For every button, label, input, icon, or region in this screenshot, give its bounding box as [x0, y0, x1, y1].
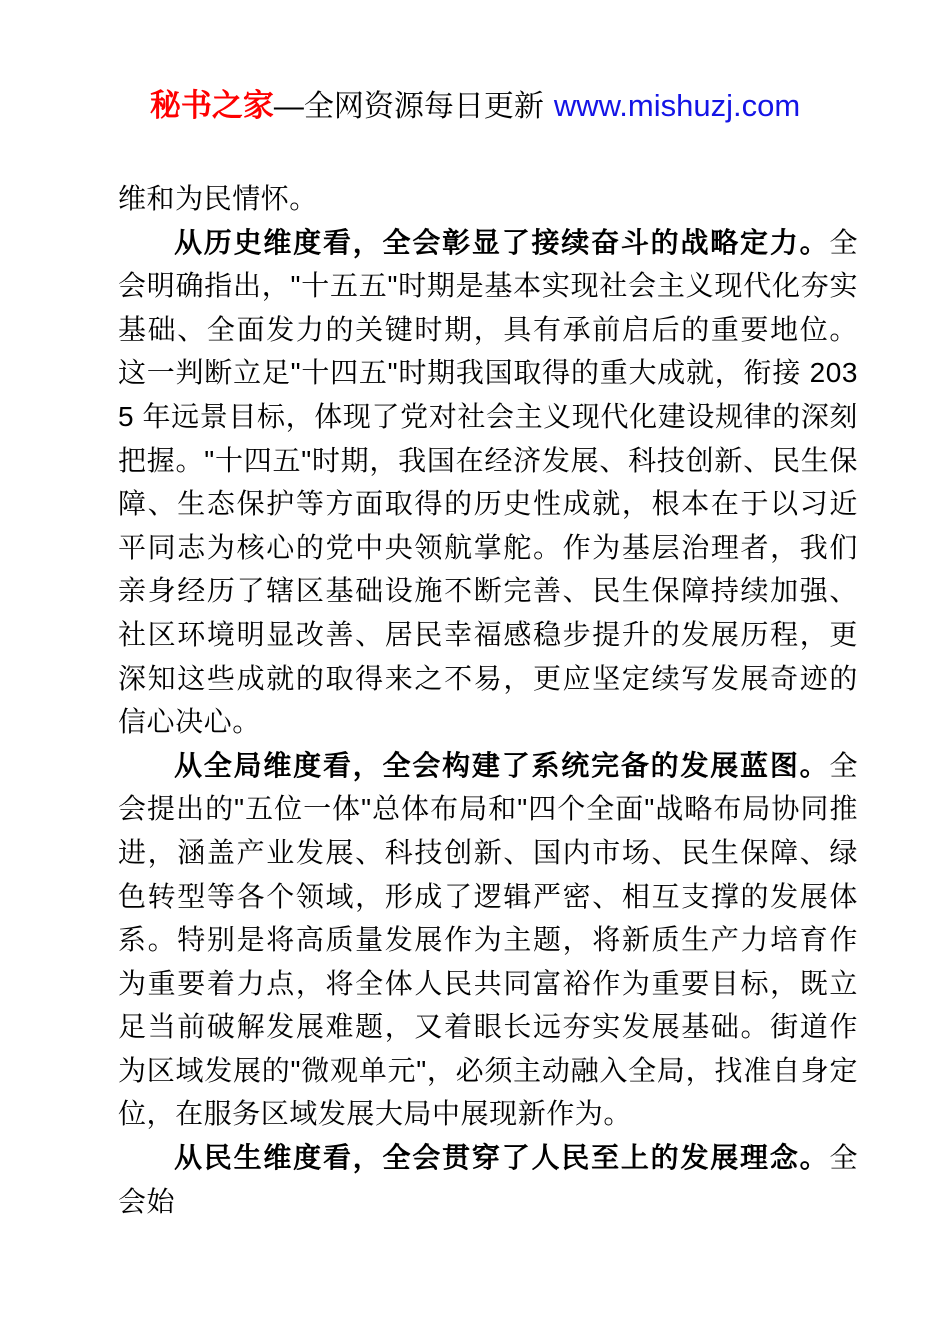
site-url-link[interactable]: www.mishuzj.com [553, 88, 801, 123]
paragraph-text: 全会提出的"五位一体"总体布局和"四个全面"战略布局协同推进，涵盖产业发展、科技创新、国内市场、民生保障、绿色转型等各个领域，形成了逻辑严密、相互支撑的发展体系。特别是将高质量发展作为主题，将新质生产力培育作为重要着力点，将全体人民共同富裕作为重要目标，既立足当前破解发展难题，又着眼长远夯实发展基础。街道作为区域发展的"微观单元"，必须主动融入全局，找准自身定位，在服务区域发展大局中展现新作为。 [118, 749, 858, 1130]
site-tagline: 全网资源每日更新 [303, 90, 544, 123]
paragraph-global-dimension [118, 744, 858, 1136]
paragraph-livelihood-dimension [118, 1136, 858, 1223]
header-dash: — [273, 90, 304, 123]
site-header [0, 0, 950, 125]
paragraph-text: 全会始 [118, 1142, 858, 1217]
document-body [0, 177, 950, 1223]
paragraph-lead: 从民生维度看，全会贯穿了人民至上的发展理念。 [174, 1142, 830, 1174]
paragraph-text: 维和为民情怀。 [118, 183, 318, 214]
paragraph-text: 全会明确指出，"十五五"时期是基本实现社会主义现代化夯实基础、全面发力的关键时期，具有承前启后的重要地位。这一判断立足"十四五"时期我国取得的重大成就，衔接 2035 年远景目标，体现了党对社会主义现代化建设规律的深刻把握。"十四五"时期，我国在经济发展、科技创新、民生保障、生态保护等方面取得的历史性成就，根本在于以习近平同志为核心的党中央领航掌舵。作为基层治理者，我们亲身经历了辖区基础设施不断完善、民生保障持续加强、社区环境明显改善、居民幸福感稳步提升的发展历程，更深知这些成就的取得来之不易，更应坚定续写发展奇迹的信心决心。 [118, 226, 858, 738]
paragraph-history-dimension [118, 221, 858, 744]
site-brand: 秘书之家 [149, 88, 274, 123]
paragraph-lead: 从历史维度看，全会彰显了接续奋斗的战略定力。 [174, 226, 830, 258]
paragraph-continuation [118, 177, 858, 221]
paragraph-lead: 从全局维度看，全会构建了系统完备的发展蓝图。 [174, 749, 830, 781]
